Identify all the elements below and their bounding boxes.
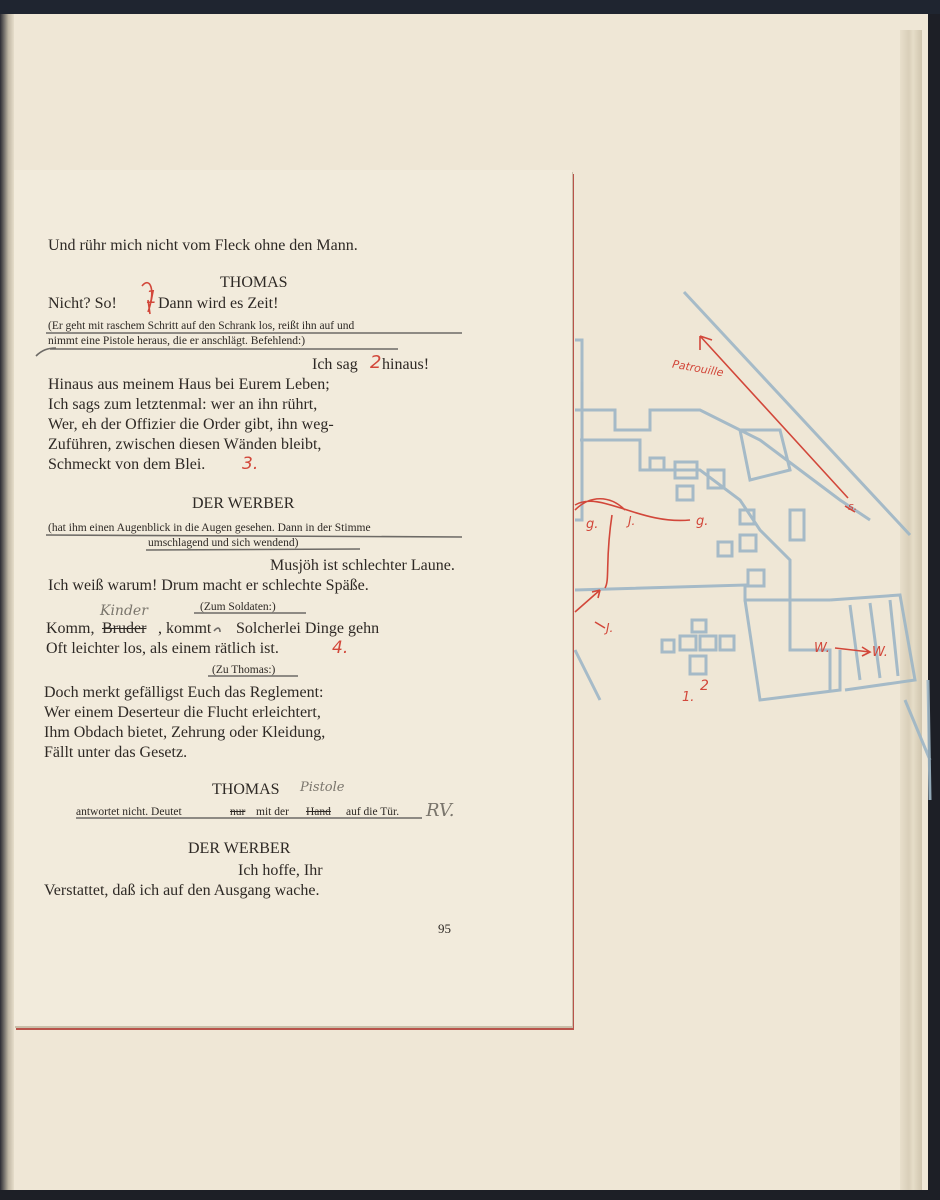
verse-line: Dann wird es Zeit! bbox=[158, 295, 279, 312]
handwritten-kinder: Kinder bbox=[100, 603, 148, 619]
map-label-patrouille: Patrouille bbox=[671, 357, 725, 380]
stage-direction: (Zum Soldaten:) bbox=[200, 601, 276, 613]
stage-direction: antwortet nicht. Deutet bbox=[76, 806, 182, 818]
map-label-j1: J. bbox=[628, 514, 636, 528]
stage-direction: (Zu Thomas:) bbox=[212, 664, 276, 676]
red-cue-4: 4. bbox=[332, 638, 349, 658]
pencil-mark bbox=[214, 628, 220, 632]
verse-line: Verstattet, daß ich auf den Ausgang wache. bbox=[44, 882, 320, 899]
verse-line: Ich sags zum letztenmal: wer an ihn rührt, bbox=[48, 396, 318, 413]
struck-word: Bruder bbox=[102, 620, 147, 637]
page-number: 95 bbox=[438, 921, 451, 936]
verse-line: , kommt bbox=[158, 620, 212, 637]
verse-line: Doch merkt gefälligst Euch das Reglement: bbox=[44, 684, 324, 701]
map-label-2: 2 bbox=[700, 678, 709, 694]
handwritten-rv: RV. bbox=[426, 800, 455, 821]
verse-line: Und rühr mich nicht vom Fleck ohne den Mann. bbox=[48, 237, 358, 254]
red-cue-2: 2 bbox=[370, 352, 382, 373]
verse-line: Wer einem Deserteur die Flucht erleichtert, bbox=[44, 704, 321, 721]
verse-line: Ich sag bbox=[312, 356, 358, 373]
verse-line: Musjöh ist schlechter Laune. bbox=[270, 557, 455, 574]
verse-line: Oft leichter los, als einem rätlich ist. bbox=[46, 640, 279, 657]
map-label-s: s. bbox=[848, 500, 858, 513]
speaker-thomas: THOMAS bbox=[220, 274, 288, 291]
speaker-thomas: THOMAS bbox=[212, 781, 280, 798]
verse-line: Solcherlei Dinge gehn bbox=[236, 620, 380, 637]
speaker-werber: DER WERBER bbox=[188, 840, 291, 857]
red-cue-3: 3. bbox=[242, 454, 259, 474]
red-cue-1: 1 bbox=[146, 287, 158, 308]
verse-line: Hinaus aus meinem Haus bei Eurem Leben; bbox=[48, 376, 330, 393]
map-label-1: 1. bbox=[682, 690, 695, 705]
verse-line: Komm, bbox=[46, 620, 95, 637]
verse-line: Wer, eh der Offizier die Order gibt, ihn weg- bbox=[48, 416, 334, 433]
verse-line: Ich weiß warum! Drum macht er schlechte Späße. bbox=[48, 577, 369, 594]
struck-word: Hand bbox=[306, 806, 331, 818]
underline bbox=[146, 549, 360, 550]
map-label-w2: W. bbox=[872, 645, 888, 660]
verse-line: Fällt unter das Gesetz. bbox=[44, 744, 188, 761]
stage-direction: (Er geht mit raschem Schritt auf den Schrank los, reißt ihn auf und bbox=[48, 320, 355, 332]
verse-line: Nicht? So! bbox=[48, 295, 117, 312]
handwritten-pistole: Pistole bbox=[300, 780, 345, 795]
stage-direction: nimmt eine Pistole heraus, die er anschlägt. Befehlend:) bbox=[48, 335, 306, 347]
map-label-g1: g. bbox=[586, 517, 599, 532]
stage-direction: auf die Tür. bbox=[346, 806, 400, 818]
map-label-g2: g. bbox=[696, 514, 709, 529]
stage-direction: (hat ihm einen Augenblick in die Augen gesehen. Dann in der Stimme bbox=[48, 522, 371, 534]
map-label-w1: W. bbox=[814, 641, 830, 656]
stage-direction: mit der bbox=[256, 806, 289, 818]
underline bbox=[46, 535, 462, 537]
verse-line: Ihm Obdach bietet, Zehrung oder Kleidung, bbox=[44, 724, 326, 741]
map-label-j2: J. bbox=[606, 621, 614, 635]
struck-word: nur bbox=[230, 806, 246, 818]
verse-line: Zuführen, zwischen diesen Wänden bleibt, bbox=[48, 436, 322, 453]
verse-line: hinaus! bbox=[382, 356, 430, 373]
verse-line: Schmeckt von dem Blei. bbox=[48, 456, 206, 473]
stage-direction: umschlagend und sich wendend) bbox=[148, 537, 299, 549]
speaker-werber: DER WERBER bbox=[192, 495, 295, 512]
verse-line: Ich hoffe, Ihr bbox=[238, 862, 323, 879]
